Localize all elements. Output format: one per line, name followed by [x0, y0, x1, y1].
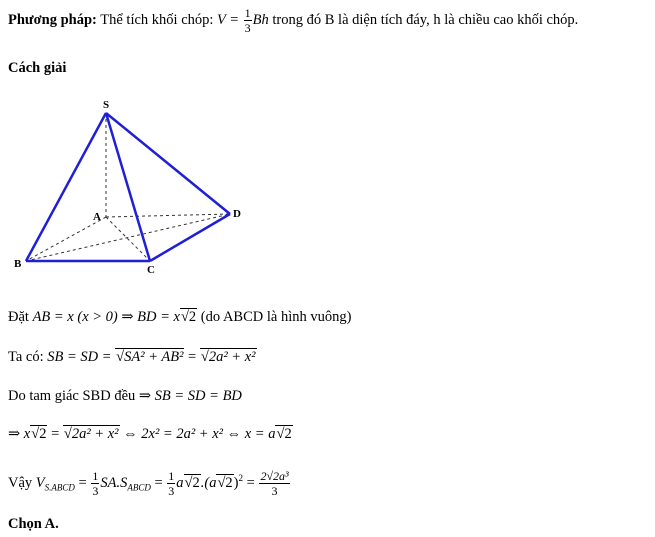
step4-b: =: [51, 426, 60, 442]
step5-v: V: [35, 474, 45, 491]
method-frac-num: 1: [244, 6, 251, 20]
step4-c: ⇔ 2x² = 2a² + x² ⇔ x = a: [123, 426, 276, 442]
method-text-after: trong đó B là diện tích đáy, h là chiều cao khối chóp.: [272, 11, 579, 28]
sqrt-symbol: √2: [180, 309, 197, 325]
step5-frac-1: $\frac{1}{3}$: [92, 469, 99, 498]
step5-eq2: =: [154, 474, 163, 491]
method-formula-rhs: Bh: [252, 11, 269, 28]
edge-cd: [150, 214, 230, 261]
step1-prefix: Đặt: [8, 309, 29, 325]
step5-mid3: .(a: [200, 474, 217, 491]
step1-suffix: (do ABCD là hình vuông): [200, 309, 352, 325]
step2-prefix: Ta có:: [8, 349, 44, 365]
method-formula-lhs: V =: [217, 11, 240, 28]
step2-eq: =: [188, 349, 197, 365]
vertex-label-b: B: [14, 258, 22, 270]
edge-bd: [26, 214, 230, 261]
method-frac-den: 3: [244, 21, 251, 35]
step2-radical-2: √2a² + x²: [200, 349, 256, 365]
step5-mid4: ): [233, 474, 239, 491]
vertex-label-s: S: [103, 99, 110, 111]
step5-radical-a: √2: [184, 474, 200, 491]
edge-sb: [26, 113, 106, 261]
edge-ad: [106, 214, 230, 217]
method-fraction: [244, 7, 252, 34]
step5-eq1: =: [78, 474, 87, 491]
step5-v-sub: S.ABCD: [44, 482, 75, 493]
step5-prefix: Vậy: [8, 474, 33, 491]
step4-radical-a: √2: [31, 426, 47, 442]
step5-radical-b: √2: [217, 474, 233, 491]
step5-mid1-sub: ABCD: [127, 482, 151, 493]
step5-frac-3: $\frac{\text{2√2a³}}{3}$: [260, 469, 289, 498]
method-text-before: Thể tích khối chóp:: [100, 11, 214, 28]
step-4: [8, 424, 293, 444]
step5-mid4-sup: 2: [238, 473, 244, 483]
step5-eq3: =: [246, 474, 255, 491]
edge-sd: [106, 113, 230, 214]
step1-math: AB = x (x > 0) ⇒ BD = x: [32, 309, 180, 325]
step-5: [8, 470, 291, 497]
step-1: [8, 307, 351, 327]
vertex-label-c: C: [147, 264, 155, 276]
step5-mid1: SA.S: [100, 474, 128, 491]
step3-text: Do tam giác SBD đều: [8, 388, 136, 404]
step-2: [8, 347, 257, 367]
solution-heading: Cách giải: [8, 60, 67, 76]
pyramid-figure: [8, 95, 258, 280]
step5-frac-2: $\frac{1}{3}$: [168, 469, 175, 498]
step4-radical-c: √2: [276, 426, 292, 442]
method-line: [8, 7, 578, 34]
step-3: [8, 386, 242, 406]
step4-radical-b: √2a² + x²: [63, 426, 119, 442]
method-label: Phương pháp:: [8, 11, 97, 28]
step5-mid2: a: [176, 474, 184, 491]
step3-math: ⇒ SB = SD = BD: [138, 388, 242, 404]
vertex-label-d: D: [233, 208, 241, 220]
step4-a: ⇒ x: [8, 426, 31, 442]
answer-text: Chọn A.: [8, 516, 59, 532]
vertex-label-a: A: [93, 211, 101, 223]
step2-math-a: SB = SD =: [47, 349, 112, 365]
step2-radical-1: √SA² + AB²: [116, 349, 184, 365]
